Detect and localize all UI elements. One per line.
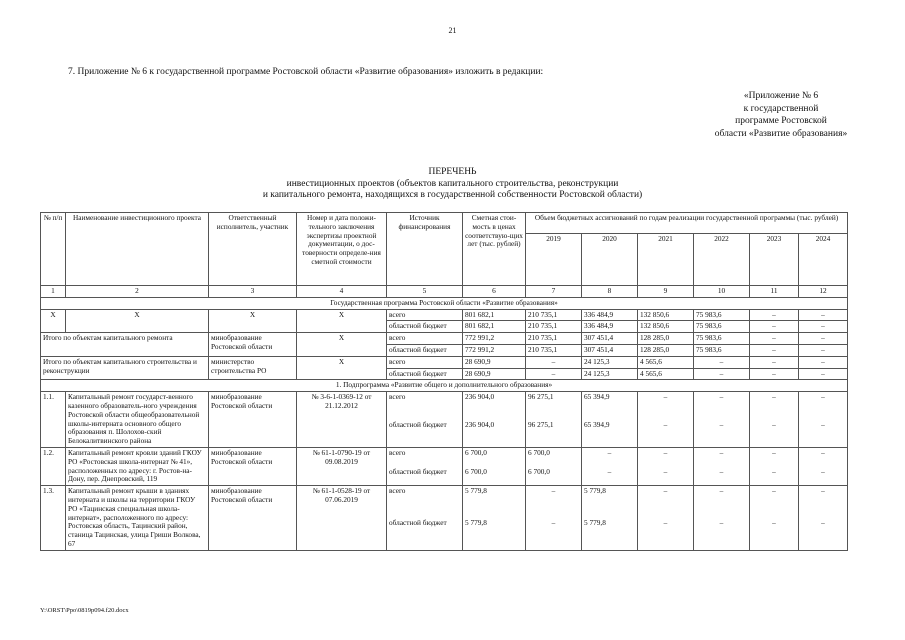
header-year: 2024 <box>799 234 848 286</box>
value-cell: 5 779,8 <box>463 518 526 550</box>
funding-source: областной бюджет <box>387 321 463 333</box>
title-line: ПЕРЕЧЕНЬ <box>428 167 477 177</box>
value-cell: – <box>526 368 582 380</box>
column-number: 8 <box>582 286 638 298</box>
row-number: 1.1. <box>41 392 66 448</box>
value-cell: – <box>750 467 799 486</box>
appendix-line: области «Развитие образования» <box>714 128 848 139</box>
column-number: 11 <box>750 286 799 298</box>
value-cell: – <box>799 467 848 486</box>
project-name: Капитальный ремонт государст-венного казенного образователь-ного учреждения Ростовской области общеобразовательной школы-интерната основного общего образования п. Шолохов-ский Белокалитвинского района <box>66 392 209 448</box>
subprogram-section <box>41 380 848 392</box>
value-cell: 210 735,1 <box>526 344 582 356</box>
value-cell: – <box>750 321 799 333</box>
value-cell: 5 779,8 <box>582 518 638 550</box>
appendix-line: программе Ростовской <box>735 116 827 126</box>
value-cell: – <box>526 486 582 518</box>
value-cell: – <box>750 447 799 466</box>
value-cell: – <box>799 392 848 420</box>
value-cell: 236 904,0 <box>463 420 526 448</box>
value-cell: – <box>750 309 799 321</box>
value-cell: – <box>694 368 750 380</box>
value-cell: – <box>799 518 848 550</box>
value-cell: – <box>799 486 848 518</box>
table-body <box>41 213 848 551</box>
funding-source: областной бюджет <box>387 467 463 486</box>
project-name: X <box>66 309 209 333</box>
value-cell: – <box>638 518 694 550</box>
value-cell: 128 285,0 <box>638 344 694 356</box>
program-section <box>41 297 848 309</box>
column-number: 5 <box>387 286 463 298</box>
value-cell: 336 484,9 <box>582 309 638 321</box>
column-number: 3 <box>209 286 297 298</box>
responsible: министерство строительства РО <box>209 356 297 380</box>
value-cell: 28 690,9 <box>463 356 526 368</box>
value-cell: 307 451,4 <box>582 333 638 345</box>
funding-source: областной бюджет <box>387 344 463 356</box>
funding-source: областной бюджет <box>387 420 463 448</box>
column-number: 9 <box>638 286 694 298</box>
value-cell: 5 779,8 <box>463 486 526 518</box>
value-cell: – <box>799 309 848 321</box>
value-cell: – <box>799 420 848 448</box>
table-row <box>41 356 848 368</box>
value-cell: – <box>526 356 582 368</box>
row-number: 1.2. <box>41 447 66 485</box>
appendix-line: к государственной <box>743 103 819 114</box>
value-cell: 6 700,0 <box>463 447 526 466</box>
value-cell: 24 125,3 <box>582 356 638 368</box>
value-cell: – <box>799 447 848 466</box>
value-cell: 75 983,6 <box>694 344 750 356</box>
value-cell: 772 991,2 <box>463 333 526 345</box>
table-row <box>41 486 848 518</box>
responsible: минобразование Ростовской области <box>209 333 297 357</box>
value-cell: – <box>694 486 750 518</box>
column-number: 12 <box>799 286 848 298</box>
value-cell: 75 983,6 <box>694 309 750 321</box>
program-section-text: Государственная программа Ростовской области «Развитие образования» <box>41 297 848 309</box>
header-year: 2019 <box>526 234 582 286</box>
intro-text: 7. Приложение № 6 к государственной программе Ростовской области «Развитие образования» изложить в редакции: <box>68 67 544 77</box>
value-cell: – <box>694 518 750 550</box>
value-cell: 210 735,1 <box>526 321 582 333</box>
value-cell: 132 850,6 <box>638 309 694 321</box>
value-cell: 210 735,1 <box>526 333 582 345</box>
value-cell: 65 394,9 <box>582 392 638 420</box>
value-cell: – <box>750 356 799 368</box>
column-numbers-row <box>41 286 848 298</box>
value-cell: 75 983,6 <box>694 321 750 333</box>
value-cell: – <box>750 392 799 420</box>
header-cost: Сметная стои-мость в ценах соответствую-щих лет (тыс. рублей) <box>463 213 526 286</box>
funding-source: всего <box>387 447 463 466</box>
value-cell: 6 700,0 <box>463 467 526 486</box>
value-cell: – <box>638 467 694 486</box>
project-name: Капитальный ремонт кровли зданий ГКОУ РО «Ростовская школа-интернат № 41», расположенных по адресу: г. Ростов-на-Дону, пер. Днепровский, 119 <box>66 447 209 485</box>
value-cell: 5 779,8 <box>582 486 638 518</box>
table-row <box>41 392 848 420</box>
value-cell: 96 275,1 <box>526 420 582 448</box>
value-cell: 307 451,4 <box>582 344 638 356</box>
column-number: 2 <box>66 286 209 298</box>
value-cell: – <box>750 344 799 356</box>
funding-source: всего <box>387 356 463 368</box>
header-volume: Объем бюджетных ассигнований по годам реализации государственной программы (тыс. рублей) <box>526 213 848 234</box>
value-cell: – <box>750 486 799 518</box>
column-number: 1 <box>41 286 66 298</box>
value-cell: – <box>750 368 799 380</box>
expertise: № 61-1-0790-19 от 09.08.2019 <box>297 447 387 485</box>
expertise: X <box>297 309 387 333</box>
value-cell: 6 700,0 <box>526 467 582 486</box>
header-year: 2021 <box>638 234 694 286</box>
total-label: Итого по объектам капитального строительства и реконструкции <box>41 356 209 380</box>
expertise: X <box>297 356 387 380</box>
value-cell: 236 904,0 <box>463 392 526 420</box>
title-line: инвестиционных проектов (объектов капитального строительства, реконструкции <box>286 178 619 189</box>
value-cell: – <box>638 447 694 466</box>
responsible: минобразование Ростовской области <box>209 486 297 551</box>
value-cell: 24 125,3 <box>582 368 638 380</box>
value-cell: – <box>694 447 750 466</box>
value-cell: – <box>750 333 799 345</box>
table-row <box>41 309 848 321</box>
value-cell: – <box>526 518 582 550</box>
value-cell: – <box>694 356 750 368</box>
value-cell: – <box>638 486 694 518</box>
responsible: X <box>209 309 297 333</box>
value-cell: – <box>638 392 694 420</box>
value-cell: 96 275,1 <box>526 392 582 420</box>
page-number: 21 <box>448 26 457 35</box>
value-cell: – <box>638 420 694 448</box>
responsible: минобразование Ростовской области <box>209 392 297 448</box>
header-year: 2023 <box>750 234 799 286</box>
value-cell: 128 285,0 <box>638 333 694 345</box>
value-cell: 6 700,0 <box>526 447 582 466</box>
header-year: 2022 <box>694 234 750 286</box>
funding-source: областной бюджет <box>387 518 463 550</box>
value-cell: – <box>694 420 750 448</box>
value-cell: 28 690,9 <box>463 368 526 380</box>
value-cell: – <box>799 333 848 345</box>
appendix-line: «Приложение № 6 <box>743 91 819 101</box>
table-row <box>41 333 848 345</box>
funding-source: всего <box>387 486 463 518</box>
value-cell: – <box>582 467 638 486</box>
header-name: Наименование инвестиционного проекта <box>66 213 209 286</box>
column-number: 10 <box>694 286 750 298</box>
header-year: 2020 <box>582 234 638 286</box>
list-title <box>0 167 905 202</box>
expertise: № 61-1-0528-19 от 07.06.2019 <box>297 486 387 551</box>
projects-table <box>40 212 848 551</box>
value-cell: – <box>799 368 848 380</box>
value-cell: – <box>694 467 750 486</box>
funding-source: всего <box>387 309 463 321</box>
value-cell: 4 565,6 <box>638 368 694 380</box>
table-row <box>41 447 848 466</box>
column-number: 6 <box>463 286 526 298</box>
header-num: № п/п <box>41 213 66 286</box>
expertise: X <box>297 333 387 357</box>
funding-source: всего <box>387 392 463 420</box>
header-resp: Ответственный исполнитель, участник <box>209 213 297 286</box>
value-cell: 801 682,1 <box>463 309 526 321</box>
total-label: Итого по объектам капитального ремонта <box>41 333 209 357</box>
appendix-heading <box>701 90 861 140</box>
column-number: 7 <box>526 286 582 298</box>
value-cell: 75 983,6 <box>694 333 750 345</box>
value-cell: – <box>799 356 848 368</box>
funding-source: всего <box>387 333 463 345</box>
value-cell: 65 394,9 <box>582 420 638 448</box>
project-name: Капитальный ремонт крыши в зданиях интерната и школы на территории ГКОУ РО «Тацинская специальная школа-интернат», расположенного по адресу: Ростовская область, Тацинский район, станица Тацинская, улица Гриши Волкова, 67 <box>66 486 209 551</box>
subprogram-section-text: 1. Подпрограмма «Развитие общего и дополнительного образования» <box>41 380 848 392</box>
value-cell: 336 484,9 <box>582 321 638 333</box>
value-cell: – <box>750 420 799 448</box>
value-cell: – <box>694 392 750 420</box>
value-cell: 210 735,1 <box>526 309 582 321</box>
header-expert: Номер и дата положи-тельного заключения экспертизы проектной документации, о дос-товерности определе-ния сметной стоимости <box>297 213 387 286</box>
value-cell: 132 850,6 <box>638 321 694 333</box>
value-cell: – <box>799 321 848 333</box>
file-path-footer: Y:\ORST\Ppo\0819p094.f20.docx <box>40 607 129 614</box>
row-number: X <box>41 309 66 333</box>
value-cell: – <box>799 344 848 356</box>
value-cell: 772 991,2 <box>463 344 526 356</box>
expertise: № 3-6-1-0369-12 от 21.12.2012 <box>297 392 387 448</box>
value-cell: 801 682,1 <box>463 321 526 333</box>
header-source: Источник финансирования <box>387 213 463 286</box>
value-cell: – <box>750 518 799 550</box>
value-cell: 4 565,6 <box>638 356 694 368</box>
funding-source: областной бюджет <box>387 368 463 380</box>
row-number: 1.3. <box>41 486 66 551</box>
title-line: и капитального ремонта, находящихся в государственной собственности Ростовской области) <box>262 190 643 200</box>
value-cell: – <box>582 447 638 466</box>
column-number: 4 <box>297 286 387 298</box>
responsible: минобразование Ростовской области <box>209 447 297 485</box>
